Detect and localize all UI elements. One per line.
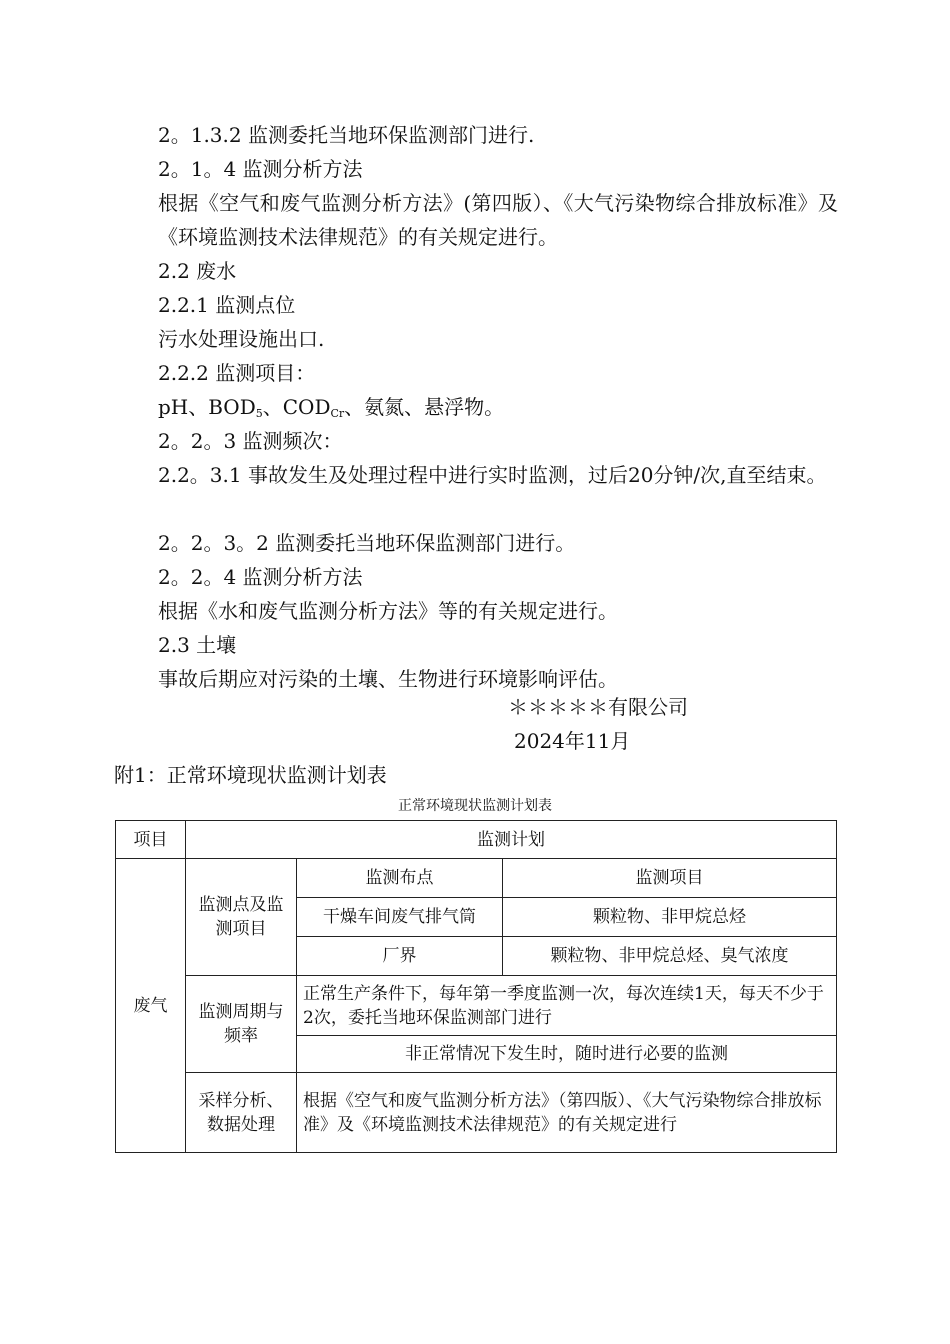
col-header-item: 监测项目 (503, 859, 837, 898)
paragraph-2-2-3-2: 2。2。3。2 监测委托当地环保监测部门进行。 (158, 531, 576, 555)
company-signature: ＊＊＊＊＊有限公司 (508, 695, 688, 719)
header-item-cell: 项目 (116, 821, 186, 859)
row-label-sampling: 采样分析、数据处理 (186, 1073, 297, 1153)
frequency-normal-cell: 正常生产条件下，每年第一季度监测一次，每次连续1天，每天不少于2次，委托当地环保监测部门进行 (297, 976, 837, 1036)
col-header-point: 监测布点 (297, 859, 503, 898)
row-label-frequency: 监测周期与频率 (186, 976, 297, 1073)
items-subscript-cr: Cr (330, 407, 345, 420)
paragraph-analysis-method-water: 根据《水和废气监测分析方法》等的有关规定进行。 (158, 599, 618, 623)
items-text-b: 、COD (262, 395, 331, 419)
point-cell: 干燥车间废气排气筒 (297, 898, 503, 937)
monitoring-plan-table (115, 820, 837, 1153)
row-label-points-items: 监测点及监测项目 (186, 859, 297, 976)
heading-2-2-4: 2。2。4 监测分析方法 (158, 565, 363, 589)
frequency-abnormal-cell: 非正常情况下发生时，随时进行必要的监测 (297, 1036, 837, 1073)
paragraph-2-1-3-2: 2。1.3.2 监测委托当地环保监测部门进行. (158, 123, 535, 147)
items-subscript-5: 5 (255, 407, 263, 420)
heading-2-2-2: 2.2.2 监测项目： (158, 361, 316, 385)
table-row (116, 859, 837, 898)
items-text-a: pH、BOD (158, 395, 256, 419)
table-header-row (116, 821, 837, 859)
paragraph-soil-assessment: 事故后期应对污染的土壤、生物进行环境影响评估。 (158, 667, 618, 691)
heading-2-2-1: 2.2.1 监测点位 (158, 293, 296, 317)
table-caption: 正常环境现状监测计划表 (398, 798, 552, 814)
item-cell: 颗粒物、非甲烷总烃 (503, 898, 837, 937)
signature-date: 2024年11月 (514, 729, 631, 753)
heading-2-1-4: 2。1。4 监测分析方法 (158, 157, 363, 181)
category-cell: 废气 (116, 859, 186, 1153)
table-row (116, 976, 837, 1036)
item-cell: 颗粒物、非甲烷总烃、臭气浓度 (503, 937, 837, 976)
sampling-method-cell: 根据《空气和废气监测分析方法》（第四版）、《大气污染物综合排放标准》及《环境监测技术法律规范》的有关规定进行 (297, 1073, 837, 1153)
heading-2-2-3: 2。2。3 监测频次： (158, 429, 343, 453)
heading-2-3-soil: 2.3 土壤 (158, 633, 237, 657)
paragraph-2-2-3-1: 2.2。3.1 事故发生及处理过程中进行实时监测，过后20分钟/次,直至结束。 (158, 463, 827, 487)
paragraph-analysis-method-air: 根据《空气和废气监测分析方法》(第四版）、《大气污染物综合排放标准》及《环境监测技术法律规范》的有关规定进行。 (158, 191, 838, 249)
point-cell: 厂界 (297, 937, 503, 976)
items-text-c: 、氨氮、悬浮物。 (344, 395, 505, 419)
table-row (116, 1073, 837, 1153)
heading-2-2-wastewater: 2.2 废水 (158, 259, 237, 283)
appendix-title: 附1：正常环境现状监测计划表 (114, 763, 387, 787)
paragraph-monitoring-point: 污水处理设施出口. (158, 327, 325, 351)
header-plan-cell: 监测计划 (186, 821, 837, 859)
